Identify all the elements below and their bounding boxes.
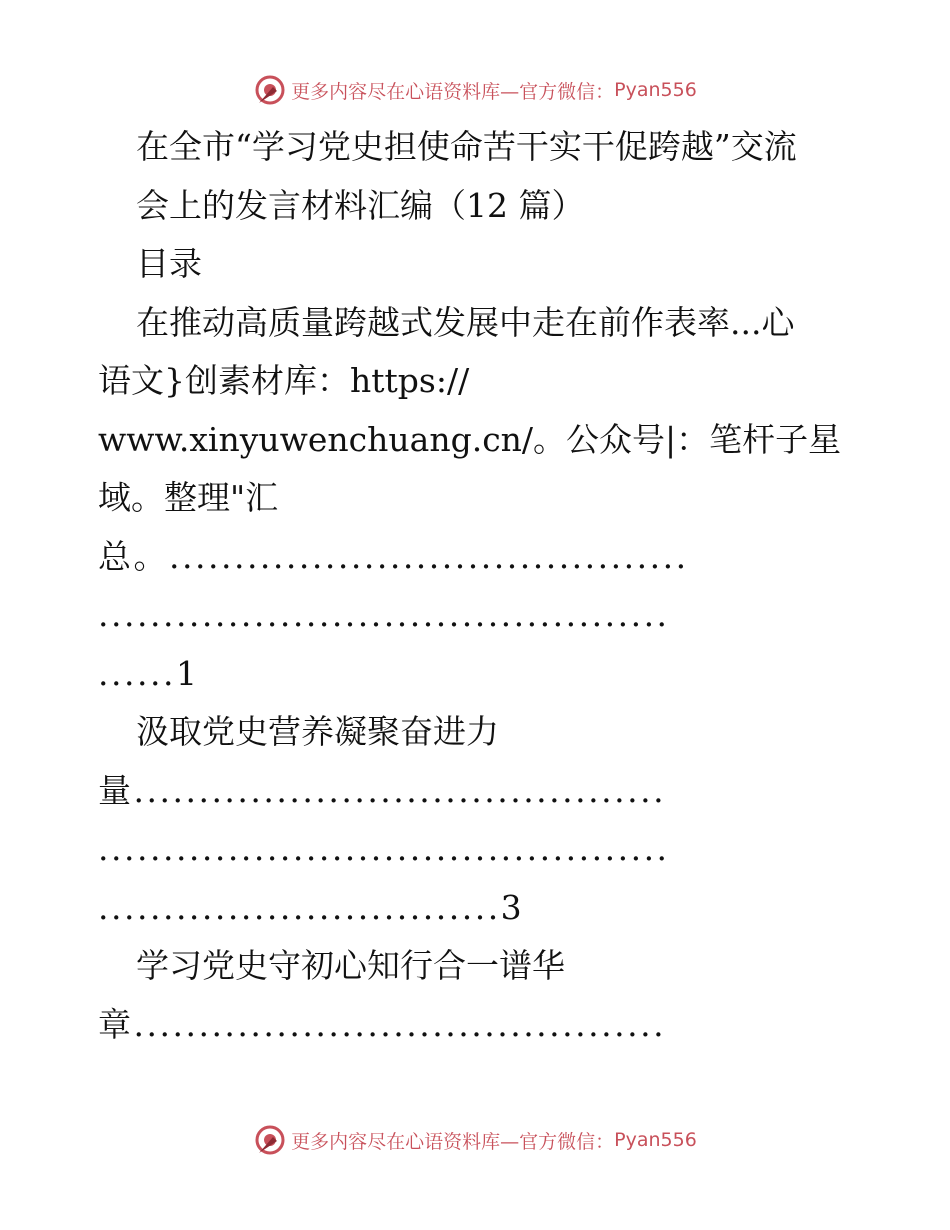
toc-entry-1-line-2: 语文}创素材库：https:// [98, 361, 470, 400]
doc-title-line-1: 在全市“学习党史担使命苦干实干促跨越”交流 [136, 127, 797, 166]
pen-logo-icon [253, 1123, 287, 1157]
watermark-wechat-id: Pyan556 [614, 79, 697, 101]
toc-entry-1-line-4: 域。整理"汇 [98, 478, 279, 517]
toc-entry-2-line-1: 汲取党史营养凝聚奋进力 [136, 712, 499, 751]
toc-entry-1-page: ......1 [98, 653, 200, 693]
watermark-text: 更多内容尽在心语资料库—官方微信： [291, 1130, 615, 1153]
toc-entry-1-leader-2: ............................................ [98, 595, 670, 634]
toc-entry-1-line-1: 在推动高质量跨越式发展中走在前作表率...心 [136, 302, 795, 342]
watermark-wechat-id: Pyan556 [614, 1129, 697, 1151]
pen-logo-icon [253, 73, 287, 107]
toc-entry-2-leader-1: 量......................................... [98, 770, 667, 810]
toc-entry-3-leader-1: 章......................................... [98, 1004, 667, 1044]
toc-entry-2-leader-2: ............................................ [98, 829, 670, 868]
toc-entry-3-line-1: 学习党史守初心知行合一谱华 [136, 946, 565, 985]
document-body [98, 118, 858, 1054]
toc-entry-1-line-3: www.xinyuwenchuang.cn/。公众号|：笔杆子星 [98, 419, 842, 459]
toc-entry-1-leader-1: 总。........................................ [98, 536, 689, 576]
footer-watermark [0, 1120, 950, 1160]
watermark-text: 更多内容尽在心语资料库—官方微信： [291, 80, 615, 103]
doc-title-line-2: 会上的发言材料汇编（12 篇） [136, 185, 585, 225]
header-watermark [0, 70, 950, 110]
toc-heading: 目录 [136, 244, 202, 283]
toc-entry-2-page: ...............................3 [98, 887, 525, 927]
